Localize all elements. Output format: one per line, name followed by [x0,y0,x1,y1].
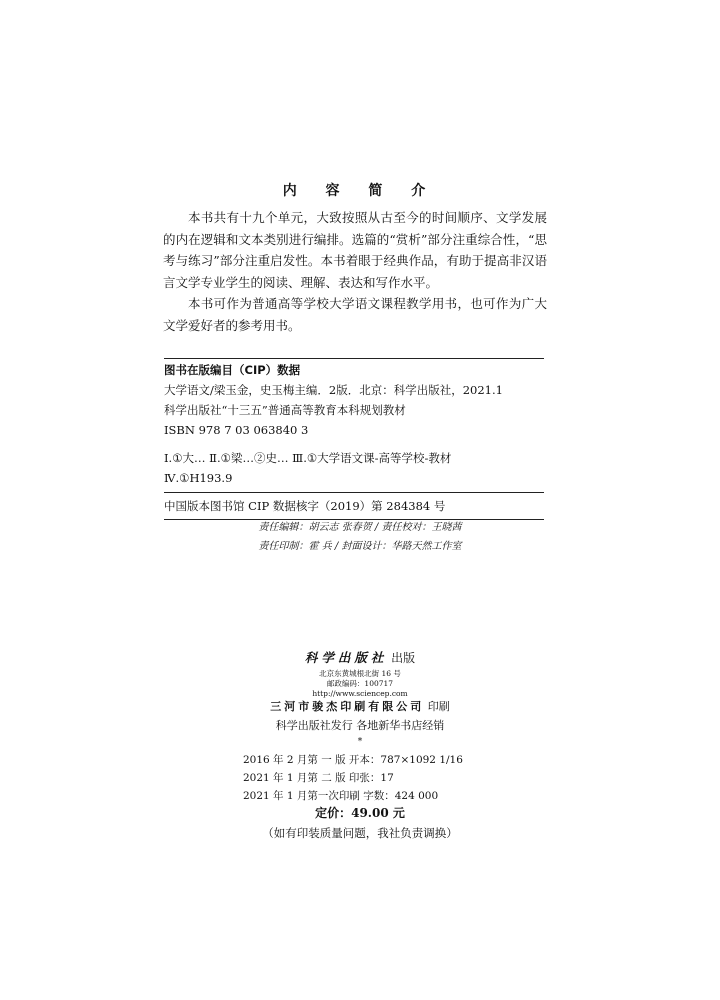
cip-subject-line: Ⅳ.①H193.9 [164,471,233,485]
edition-line: 2016 年 2 月第 一 版 开本：787×1092 1/16 [243,754,463,766]
publisher-address: 北京东黄城根北街 16 号 [319,669,401,678]
edition-line: 2021 年 1 月第 二 版 印张：17 [243,772,394,784]
printer-action: 印刷 [427,700,450,713]
summary-paragraph: 本书可作为普通高等学校大学语文课程教学用书，也可作为广大文学爱好者的参考用书。 [163,296,547,333]
cip-line: 科学出版社“十三五”普通高等教育本科规划教材 [164,403,406,417]
summary-body [163,207,547,336]
cip-top-rule [164,358,544,359]
quality-note: （如有印装质量问题，我社负责调换） [262,826,458,840]
summary-paragraph: 本书共有十九个单元，大致按照从古至今的时间顺序、文学发展的内在逻辑和文本类别进行编排。选篇的“赏析”部分注重综合性，“思考与练习”部分注重启发性。本书着眼于经典作品，有助于提高非汉语言文学专业学生的阅读、理解、表达和写作水平。 [163,210,547,290]
cip-verification: 中国版本图书馆 CIP 数据核字（2019）第 284384 号 [164,499,446,513]
printer-name: 三河市骏杰印刷有限公司 [270,700,425,713]
cip-line: 大学语文/梁玉金，史玉梅主编．2版．北京：科学出版社，2021.1 [164,383,503,397]
summary-title: 内 容 简 介 [282,183,438,199]
cip-line: ISBN 978 7 03 063840 3 [164,423,309,437]
publisher-website: http://www.sciencep.com [312,689,408,698]
publisher-line [0,648,720,666]
publisher-action: 出版 [391,651,416,665]
printer-line [0,698,720,714]
price: 定价：49.00 元 [315,806,405,820]
separator-star: * [357,737,363,747]
cip-subject-line: Ⅰ.①大… Ⅱ.①梁…②史… Ⅲ.①大学语文课-高等学校-教材 [164,451,452,465]
staff-line-editors: 责任编辑：胡云志 张春贺 / 责任校对：王晓茜 [258,522,462,533]
distribution-line: 科学出版社发行 各地新华书店经销 [275,719,445,732]
cip-block [164,358,544,520]
publisher-name: 科学出版社 [304,650,388,665]
publisher-postcode: 邮政编码：100717 [326,679,394,688]
cip-title: 图书在版编目（CIP）数据 [164,363,301,377]
cip-middle-rule [164,492,544,493]
edition-line: 2021 年 1 月第一次印刷 字数：424 000 [243,790,439,802]
staff-line-production: 责任印制：霍 兵 / 封面设计：华路天然工作室 [258,541,462,552]
